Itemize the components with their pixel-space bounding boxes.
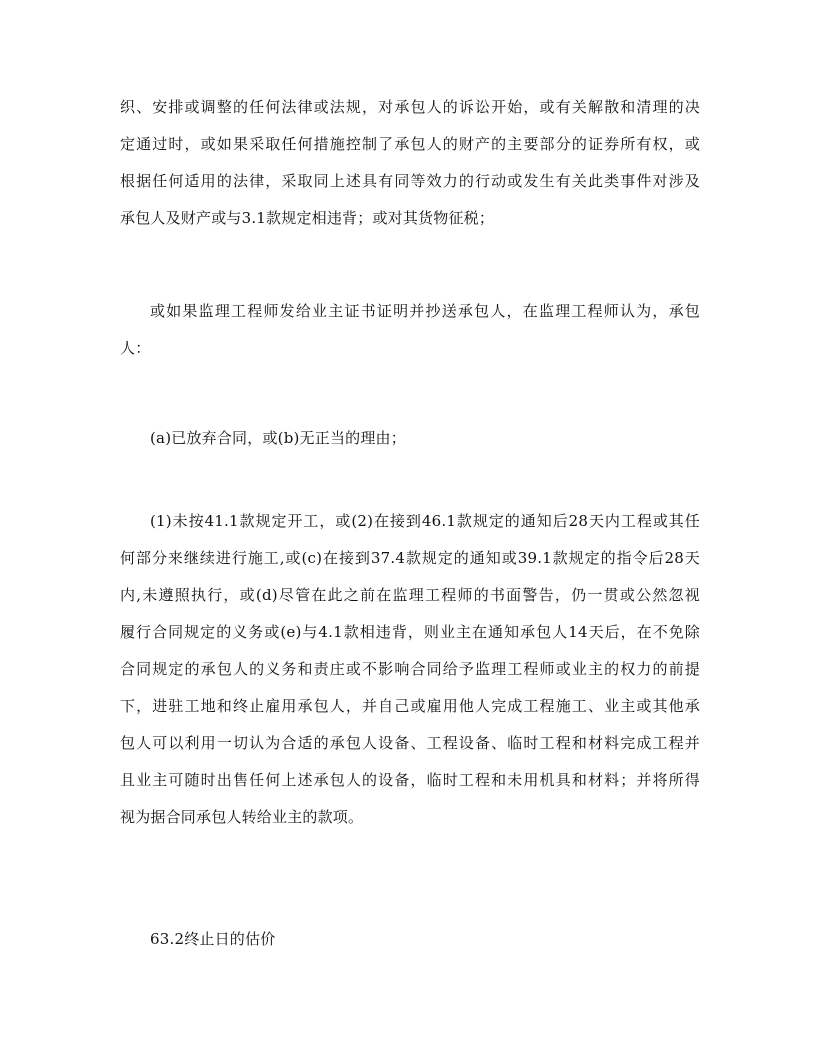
- text-line: 定通过时，或如果采取任何措施控制了承包人的财产的主要部分的证券所有权，或: [120, 135, 700, 153]
- text-line: 织、安排或调整的任何法律或法规，对承包人的诉讼开始，或有关解散和清理的决: [120, 98, 700, 116]
- text-line: 视为据合同承包人转给业主的款项。: [120, 808, 364, 826]
- text-line: 根据任何适用的法律，采取同上述具有同等效力的行动或发生有关此类事件对涉及: [120, 172, 700, 190]
- text-line: 63.2终止日的估价: [150, 930, 276, 948]
- text-line: 下，进驻工地和终止雇用承包人，并自己或雇用他人完成工程施工、业主或其他承: [120, 697, 700, 715]
- text-line: (a)已放弃合同，或(b)无正当的理由；: [150, 429, 406, 447]
- paragraph-4: [120, 503, 700, 836]
- text-line: 或如果监理工程师发给业主证书证明并抄送承包人，在监理工程师认为，承包: [150, 302, 700, 320]
- text-line: 包人可以利用一切认为合适的承包人设备、工程设备、临时工程和材料完成工程并: [120, 734, 700, 752]
- text-line: 承包人及财产或与3.1款规定相违背；或对其货物征税；: [120, 209, 495, 227]
- text-line: 且业主可随时出售任何上述承包人的设备，临时工程和未用机具和材料；并将所得: [120, 771, 700, 789]
- paragraph-2: [120, 293, 700, 367]
- text-line: (1)未按41.1款规定开工，或(2)在接到46.1款规定的通知后28天内工程或其任: [150, 512, 700, 530]
- text-line: 人：: [120, 339, 151, 357]
- text-line: 合同规定的承包人的义务和责庄或不影响合同给予监理工程师或业主的权力的前提: [120, 660, 700, 678]
- paragraph-3: [120, 420, 700, 457]
- section-heading: [120, 921, 700, 958]
- text-line: 何部分来继续进行施工,或(c)在接到37.4款规定的通知或39.1款规定的指令后28天: [120, 549, 700, 567]
- text-line: 履行合同规定的义务或(e)与4.1款相违背，则业主在通知承包人14天后，在不免除: [120, 623, 700, 641]
- text-line: 内,未遵照执行，或(d)尽管在此之前在监理工程师的书面警告，仍一贯或公然忽视: [120, 586, 700, 604]
- paragraph-1: [120, 89, 700, 237]
